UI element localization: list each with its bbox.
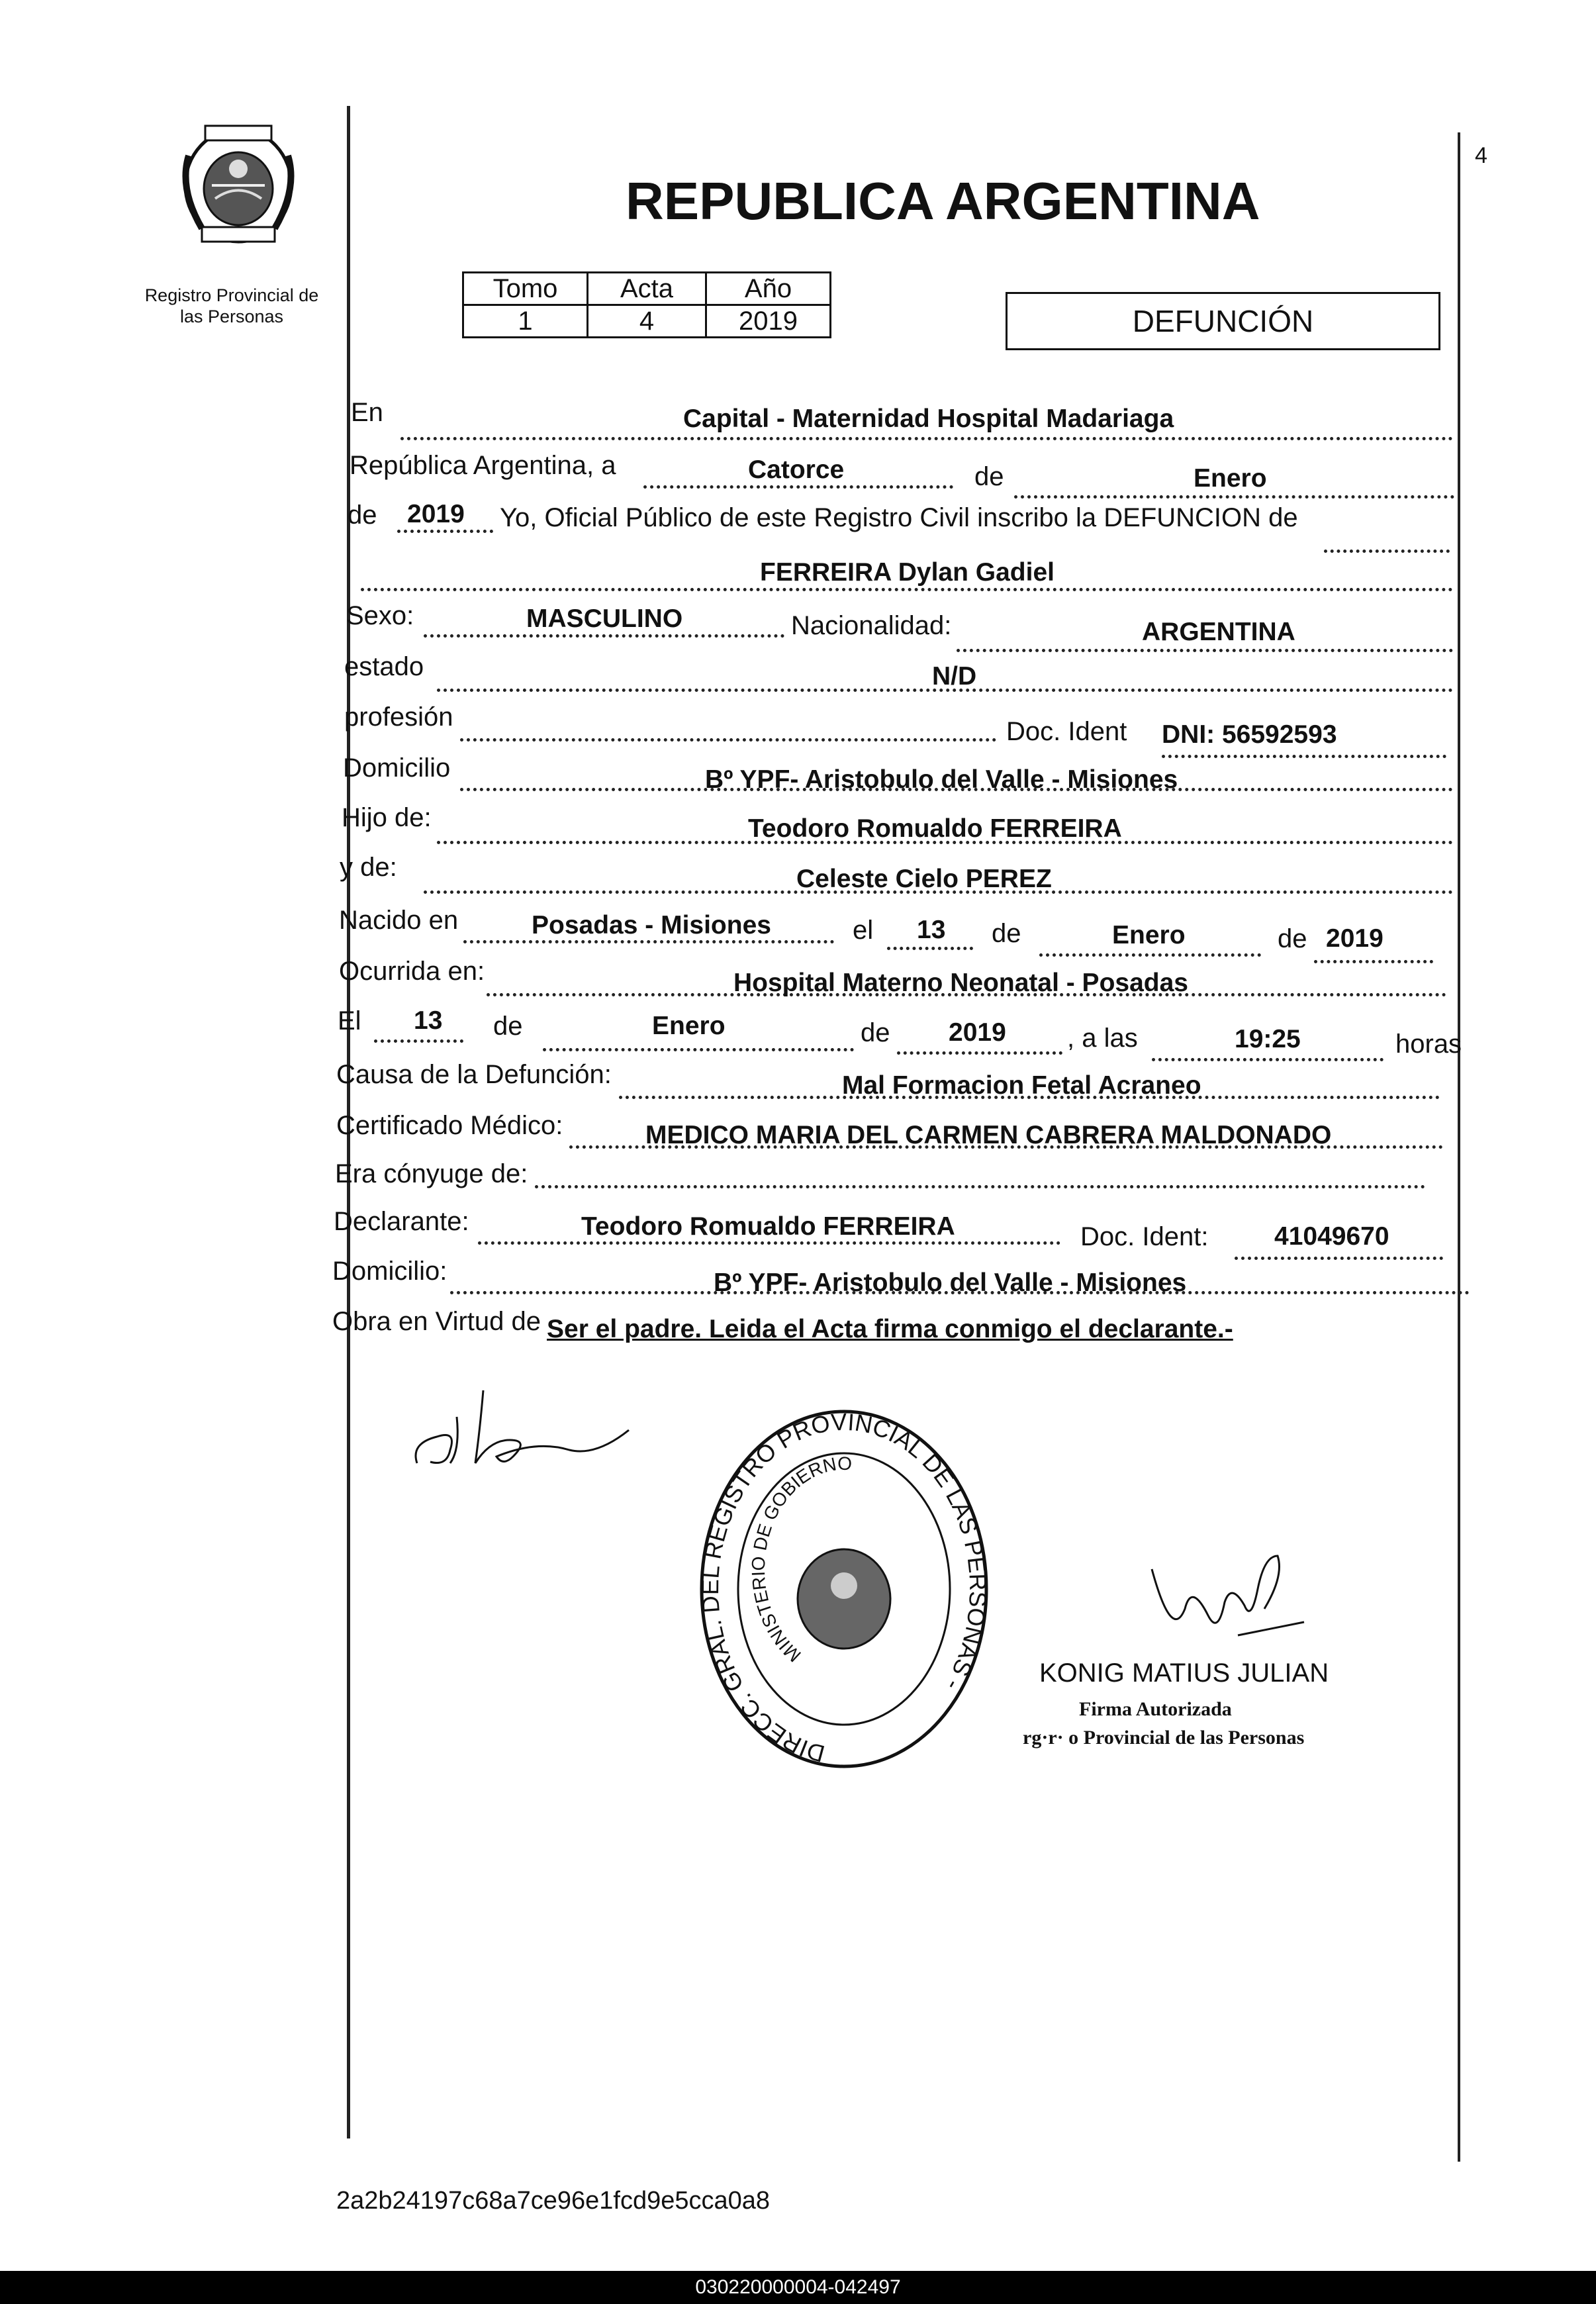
value-fall-dia: 13 — [414, 1006, 443, 1035]
label-de: de — [974, 462, 1004, 491]
acta-value: 4 — [588, 305, 706, 338]
value-certificado: MEDICO MARIA DEL CARMEN CABRERA MALDONADO — [645, 1121, 1332, 1149]
label-domicilio: Domicilio — [343, 753, 451, 783]
official-signature — [1145, 1543, 1317, 1649]
dotted-line — [478, 1241, 1060, 1245]
dotted-line — [957, 649, 1453, 652]
dotted-line — [400, 437, 1453, 440]
label-obra: Obra en Virtud de — [332, 1307, 541, 1336]
value-causa: Mal Formacion Fetal Acraneo — [842, 1071, 1201, 1100]
label-el: el — [853, 916, 874, 945]
value-fall-anio: 2019 — [949, 1018, 1006, 1047]
value-declarante-doc: 41049670 — [1274, 1222, 1389, 1251]
label-republica: República Argentina, a — [350, 451, 616, 480]
label-domicilio2: Domicilio: — [332, 1257, 447, 1286]
declarant-signature — [397, 1377, 635, 1476]
official-seal — [695, 1404, 993, 1774]
dotted-line — [424, 634, 784, 638]
anio-value: 2019 — [706, 305, 831, 338]
label-de-nac: de — [992, 919, 1021, 948]
label-de-nac2: de — [1278, 924, 1307, 953]
label-declarante: Declarante: — [334, 1207, 469, 1236]
dotted-line — [1039, 953, 1261, 957]
acta-header: Acta — [588, 273, 706, 305]
dotted-line — [1162, 755, 1446, 758]
registry-name-line2: las Personas — [179, 307, 284, 327]
label-sexo: Sexo: — [346, 601, 414, 630]
dotted-line — [1014, 495, 1454, 499]
label-profesion: profesión — [344, 702, 453, 732]
reference-table — [462, 271, 831, 338]
value-lugar: Capital - Maternidad Hospital Madariaga — [683, 405, 1174, 433]
dotted-line — [1314, 960, 1433, 963]
value-nacido-mes: Enero — [1112, 921, 1186, 949]
signer-role: Firma Autorizada — [1079, 1698, 1232, 1720]
value-nacido-dia: 13 — [917, 916, 946, 944]
value-nacionalidad: ARGENTINA — [1142, 618, 1295, 646]
anio-header: Año — [706, 273, 831, 305]
label-causa: Causa de la Defunción: — [336, 1060, 612, 1089]
right-margin-line — [1458, 132, 1460, 2162]
province-logo — [165, 116, 311, 255]
label-doc-ident: Doc. Ident — [1006, 717, 1127, 746]
label-de-anio: de — [348, 501, 377, 530]
dotted-line — [535, 1185, 1425, 1188]
dotted-line — [397, 530, 493, 533]
dotted-line — [543, 1048, 854, 1051]
dotted-line — [374, 1039, 463, 1043]
label-y-de: y de: — [340, 853, 397, 882]
tomo-header: Tomo — [463, 273, 588, 305]
dotted-line — [1235, 1257, 1443, 1260]
label-estado: estado — [344, 652, 424, 681]
label-el2: El — [338, 1006, 361, 1035]
label-certificado: Certificado Médico: — [336, 1111, 563, 1140]
value-doc-ident: DNI: 56592593 — [1162, 720, 1337, 749]
value-fall-hora: 19:25 — [1235, 1025, 1301, 1053]
label-a-las: , a las — [1067, 1024, 1138, 1053]
label-nacido-en: Nacido en — [339, 906, 459, 935]
value-nacido-lugar: Posadas - Misiones — [532, 911, 771, 939]
dotted-line — [643, 485, 953, 489]
label-hijo-de: Hijo de: — [342, 803, 432, 832]
label-doc-ident2: Doc. Ident: — [1080, 1222, 1209, 1251]
dotted-line — [897, 1051, 1062, 1055]
value-mes: Enero — [1194, 464, 1267, 493]
label-en: En — [351, 398, 383, 427]
value-padre: Teodoro Romualdo FERREIRA — [748, 814, 1122, 843]
seal-outer-text: DIRECC. GRAL. DEL REGISTRO PROVINCIAL DE LAS PERSONAS - — [696, 1408, 992, 1768]
value-domicilio: Bº YPF- Aristobulo del Valle - Misiones — [705, 765, 1178, 794]
dotted-line — [463, 940, 834, 943]
document-title: REPUBLICA ARGENTINA — [626, 171, 1260, 230]
value-declarante: Teodoro Romualdo FERREIRA — [581, 1212, 955, 1241]
label-ocurrida: Ocurrida en: — [339, 957, 485, 986]
dotted-line — [361, 588, 1453, 591]
dotted-line — [1324, 550, 1450, 553]
label-horas: horas — [1395, 1030, 1462, 1059]
value-nacido-anio: 2019 — [1326, 924, 1384, 953]
document-type-box: DEFUNCIÓN — [1006, 292, 1440, 350]
tomo-value: 1 — [463, 305, 588, 338]
value-ocurrida: Hospital Materno Neonatal - Posadas — [733, 969, 1188, 997]
value-domicilio2: Bº YPF- Aristobulo del Valle - Misiones — [714, 1269, 1187, 1297]
footer-code: 030220000004-042497 — [0, 2271, 1596, 2304]
value-nombre: FERREIRA Dylan Gadiel — [760, 558, 1055, 587]
dotted-line — [460, 738, 996, 742]
label-nacionalidad: Nacionalidad: — [791, 611, 952, 640]
signer-office: rg·r· o Provincial de las Personas — [1023, 1727, 1305, 1749]
value-anio: 2019 — [407, 500, 465, 528]
label-de-fall: de — [493, 1012, 523, 1041]
value-madre: Celeste Cielo PEREZ — [796, 865, 1052, 893]
label-conyuge: Era cónyuge de: — [335, 1159, 528, 1188]
label-yo-oficial: Yo, Oficial Público de este Registro Civil inscribo la DEFUNCION de — [500, 503, 1298, 532]
registry-name — [132, 285, 331, 328]
label-de-fall2: de — [861, 1018, 890, 1047]
value-obra: Ser el padre. Leida el Acta firma conmigo el declarante.- — [547, 1315, 1233, 1343]
dotted-line — [887, 947, 973, 950]
value-sexo: MASCULINO — [526, 604, 683, 633]
document-hash: 2a2b24197c68a7ce96e1fcd9e5cca0a8 — [336, 2187, 771, 2215]
seal-inner-text: MINISTERIO DE GOBIERNO — [747, 1453, 853, 1666]
registry-name-line1: Registro Provincial de — [144, 285, 319, 305]
page-number: 4 — [1475, 143, 1487, 168]
value-fall-mes: Enero — [652, 1012, 726, 1040]
signer-name: KONIG MATIUS JULIAN — [1039, 1658, 1329, 1688]
value-estado: N/D — [932, 662, 977, 691]
dotted-line — [1152, 1058, 1384, 1061]
value-dia-letras: Catorce — [748, 456, 845, 484]
